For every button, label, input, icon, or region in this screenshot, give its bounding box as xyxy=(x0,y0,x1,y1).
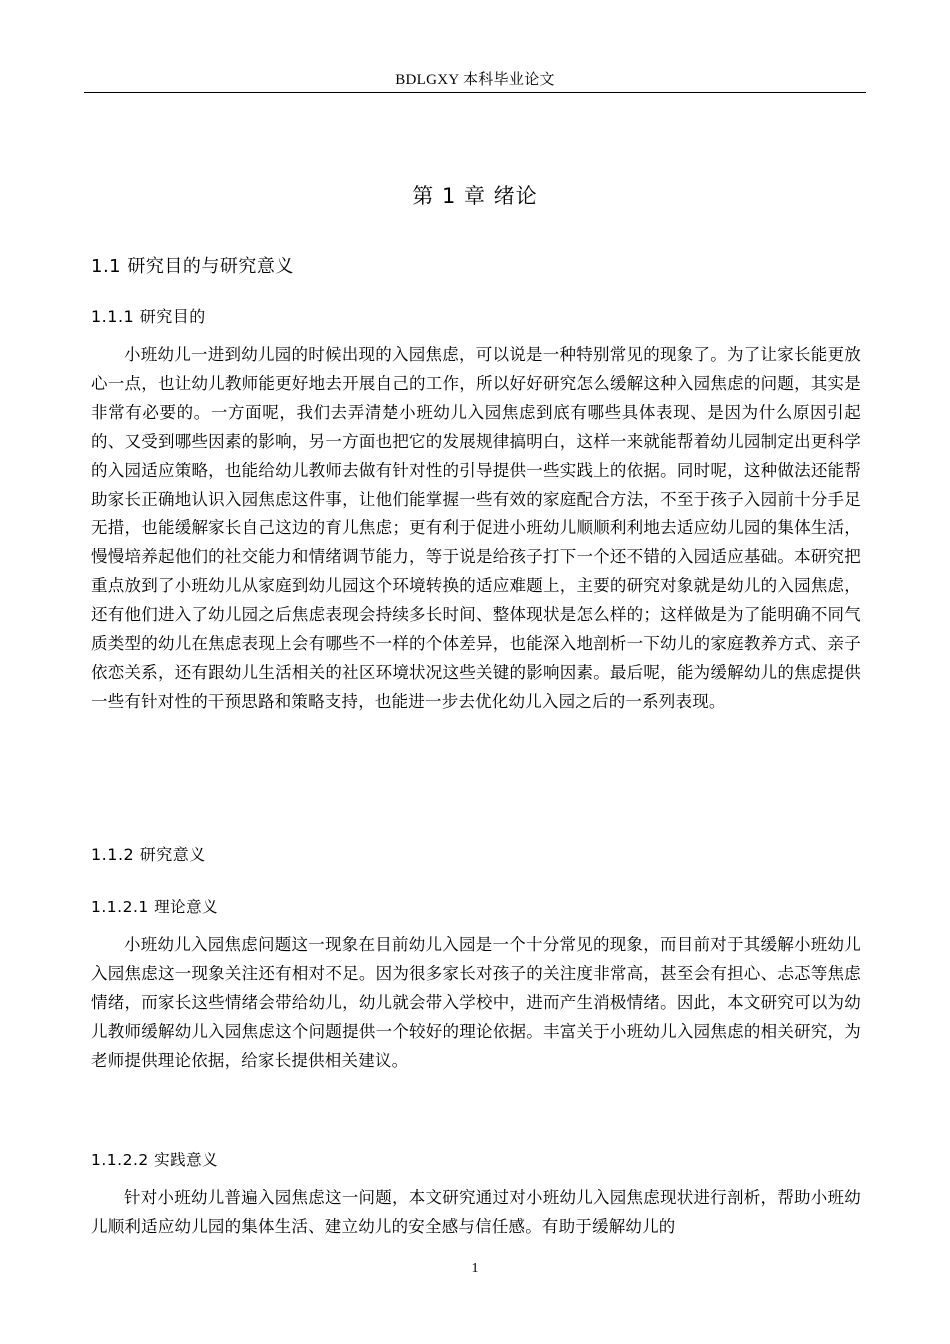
paragraph-theoretical-significance: 小班幼儿入园焦虑问题这一现象在目前幼儿入园是一个十分常见的现象，而目前对于其缓解小班幼儿入园焦虑这一现象关注还有相对不足。因为很多家长对孩子的关注度非常高，甚至会有担心、忐忑等焦虑情绪，而家长这些情绪会带给幼儿，幼儿就会带入学校中，进而产生消极情绪。因此，本文研究可以为幼儿教师缓解幼儿入园焦虑这个问题提供一个较好的理论依据。丰富关于小班幼儿入园焦虑的相关研究，为老师提供理论依据，给家长提供相关建议。 xyxy=(91,935,861,1070)
section-heading-1-1-2-2: 1.1.2.2 实践意义 xyxy=(91,1151,219,1169)
page-number: 1 xyxy=(471,1261,479,1276)
header-rule xyxy=(84,92,866,93)
running-header: BDLGXY 本科毕业论文 xyxy=(395,72,555,88)
paragraph-research-purpose: 小班幼儿一进到幼儿园的时候出现的入园焦虑，可以说是一种特别常见的现象了。为了让家长能更放心一点，也让幼儿教师能更好地去开展自己的工作，所以好好研究怎么缓解这种入园焦虑的问题，其实是非常有必要的。一方面呢，我们去弄清楚小班幼儿入园焦虑到底有哪些具体表现、是因为什么原因引起的、又受到哪些因素的影响，另一方面也把它的发展规律搞明白，这样一来就能帮着幼儿园制定出更科学的入园适应策略，也能给幼儿教师去做有针对性的引导提供一些实践上的依据。同时呢，这种做法还能帮助家长正确地认识入园焦虑这件事，让他们能掌握一些有效的家庭配合方法，不至于孩子入园前十分手足无措，也能缓解家长自己这边的育儿焦虑；更有利于促进小班幼儿顺顺利利地去适应幼儿园的集体生活，慢慢培养起他们的社交能力和情绪调节能力，等于说是给孩子打下一个还不错的入园适应基础。本研究把重点放到了小班幼儿从家庭到幼儿园这个环境转换的适应难题上，主要的研究对象就是幼儿的入园焦虑，还有他们进入了幼儿园之后焦虑表现会持续多长时间、整体现状是怎么样的；这样做是为了能明确不同气质类型的幼儿在焦虑表现上会有哪些不一样的个体差异，也能深入地剖析一下幼儿的家庭教养方式、亲子依恋关系，还有跟幼儿生活相关的社区环境状况这些关键的影响因素。最后呢，能为缓解幼儿的焦虑提供一些有针对性的干预思路和策略支持，也能进一步去优化幼儿入园之后的一系列表现。 xyxy=(91,345,861,711)
section-heading-1-1-2-1: 1.1.2.1 理论意义 xyxy=(91,898,219,916)
section-heading-1-1: 1.1 研究目的与研究意义 xyxy=(91,256,294,277)
chapter-title: 第 1 章 绪论 xyxy=(412,184,538,208)
paragraph-practical-significance: 针对小班幼儿普遍入园焦虑这一问题，本文研究通过对小班幼儿入园焦虑现状进行剖析，帮助小班幼儿顺利适应幼儿园的集体生活、建立幼儿的安全感与信任感。有助于缓解幼儿的 xyxy=(91,1188,861,1236)
section-heading-1-1-1: 1.1.1 研究目的 xyxy=(91,307,206,326)
section-heading-1-1-2: 1.1.2 研究意义 xyxy=(91,845,206,864)
